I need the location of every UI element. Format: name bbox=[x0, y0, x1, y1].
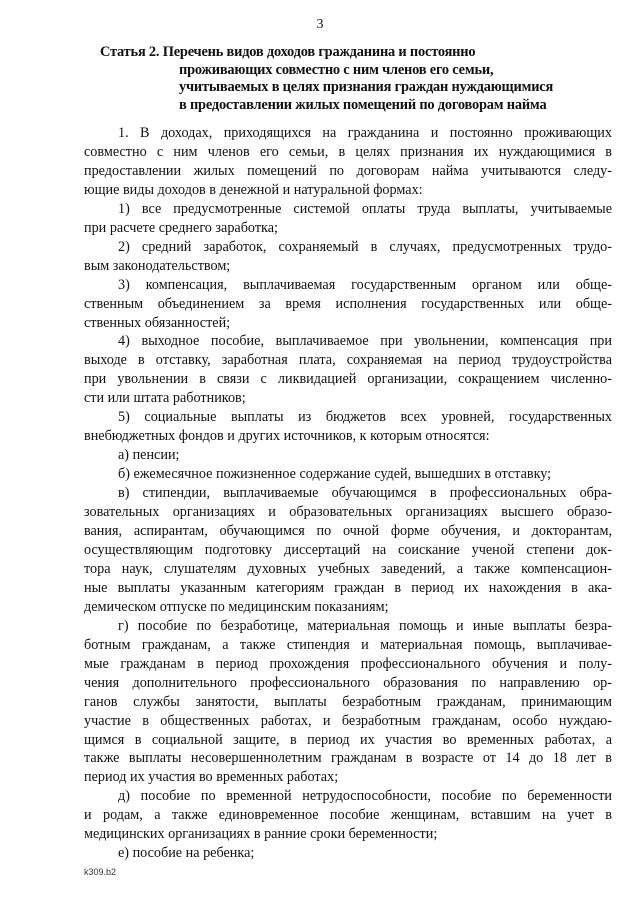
text-line: и родам, а также единовременное пособие женщинам, вставшим на учет в bbox=[84, 807, 612, 824]
text-line: внебюджетных фондов и других источников, к которым относятся: bbox=[84, 428, 490, 445]
text-line: ственным объединением за время исполнения государственных или обще- bbox=[84, 295, 612, 312]
text-line: 5) социальные выплаты из бюджетов всех уровней, государственных bbox=[118, 409, 612, 426]
text-line: д) пособие по временной нетрудоспособности, пособие по беременности bbox=[118, 788, 612, 805]
paragraph bbox=[84, 124, 612, 200]
text-line: вым законодательством; bbox=[84, 257, 231, 274]
text-line: 1. В доходах, приходящихся на гражданина и постоянно проживающих bbox=[118, 125, 612, 141]
text-line: при увольнении в связи с ликвидацией организации, сокращением численно- bbox=[84, 371, 612, 388]
text-line: осуществляющим подготовку диссертаций на соискание ученой степени док- bbox=[84, 541, 612, 558]
text-line: участие в общественных работах, и безработным гражданам, особо нуждаю- bbox=[84, 712, 612, 729]
title-line: Статья 2. Перечень видов доходов гражданина и постоянно bbox=[100, 44, 476, 60]
text-line: медицинских организациях в ранние сроки беременности; bbox=[84, 826, 438, 843]
text-line: при расчете среднего заработка; bbox=[84, 219, 278, 236]
text-line: б) ежемесячное пожизненное содержание судей, вышедших в отставку; bbox=[118, 466, 552, 483]
paragraph bbox=[84, 617, 612, 788]
article-title bbox=[100, 44, 620, 114]
page-number: 3 bbox=[316, 17, 324, 32]
paragraph bbox=[84, 844, 612, 863]
paragraph bbox=[84, 276, 612, 333]
paragraph bbox=[84, 787, 612, 844]
text-line: ботным гражданам, а также стипендия и материальная помощь, выплачивае- bbox=[84, 636, 612, 653]
text-line: выходе в отставку, заработная плата, сохраняемая на период трудоустройства bbox=[84, 352, 612, 369]
text-line: период их участия во временных работах; bbox=[84, 769, 339, 786]
text-line: демическом отпуске по медицинским показаниям; bbox=[84, 598, 389, 615]
paragraph bbox=[84, 484, 612, 617]
text-line: тора наук, слушателям духовных учебных заведений, а также компенсацион- bbox=[84, 560, 612, 577]
title-line: в предоставлении жилых помещений по договорам найма bbox=[179, 96, 547, 113]
text-line: щимся в социальной защите, в период их участия во временных работах, а bbox=[84, 731, 612, 748]
article-body bbox=[84, 124, 612, 863]
text-line: ющие виды доходов в денежной и натуральной формах: bbox=[84, 181, 423, 198]
document-code: k309.b2 bbox=[84, 867, 117, 877]
text-line: ганов службы занятости, выплаты безработным гражданам, принимающим bbox=[84, 693, 612, 710]
title-line: учитываемых в целях признания граждан нуждающимися bbox=[179, 79, 554, 95]
text-line: ственных обязанностей; bbox=[84, 314, 231, 331]
text-line: сти или штата работников; bbox=[84, 390, 246, 407]
paragraph bbox=[84, 446, 612, 465]
paragraph bbox=[84, 465, 612, 484]
paragraph bbox=[84, 238, 612, 276]
text-line: предоставлении жилых помещений по договорам найма учитываются следу- bbox=[84, 162, 612, 179]
text-line: чения дополнительного профессионального образования по направлению ор- bbox=[84, 674, 612, 691]
paragraph bbox=[84, 200, 612, 238]
text-line: также выплаты несовершеннолетним гражданам в возрасте от 14 до 18 лет в bbox=[84, 750, 612, 767]
text-line: мые гражданам в период прохождения профессионального обучения и полу- bbox=[84, 655, 612, 672]
text-line: е) пособие на ребенка; bbox=[118, 845, 255, 862]
text-line: 3) компенсация, выплачиваемая государственным органом или обще- bbox=[118, 276, 612, 293]
text-line: совместно с ним членов его семьи, в целях признания их нуждающимися в bbox=[84, 143, 612, 160]
title-line: проживающих совместно с ним членов его семьи, bbox=[179, 61, 494, 78]
paragraph bbox=[84, 408, 612, 446]
text-line: в) стипендии, выплачиваемые обучающимся в профессиональных обра- bbox=[118, 485, 612, 502]
text-line: ные выплаты указанным категориям граждан в период их нахождения в ака- bbox=[84, 579, 612, 596]
text-line: 2) средний заработок, сохраняемый в случаях, предусмотренных трудо- bbox=[118, 238, 612, 255]
text-line: 4) выходное пособие, выплачиваемое при увольнении, компенсация при bbox=[118, 333, 612, 350]
text-line: вания, аспирантам, обучающимся по очной форме обучения, и докторантам, bbox=[84, 523, 612, 540]
paragraph bbox=[84, 332, 612, 408]
text-line: г) пособие по безработице, материальная помощь и иные выплаты безра- bbox=[118, 617, 612, 634]
text-line: зовательных организациях и образовательных организациях высшего образо- bbox=[84, 504, 612, 521]
text-line: а) пенсии; bbox=[118, 447, 180, 464]
text-line: 1) все предусмотренные системой оплаты труда выплаты, учитываемые bbox=[118, 200, 612, 217]
